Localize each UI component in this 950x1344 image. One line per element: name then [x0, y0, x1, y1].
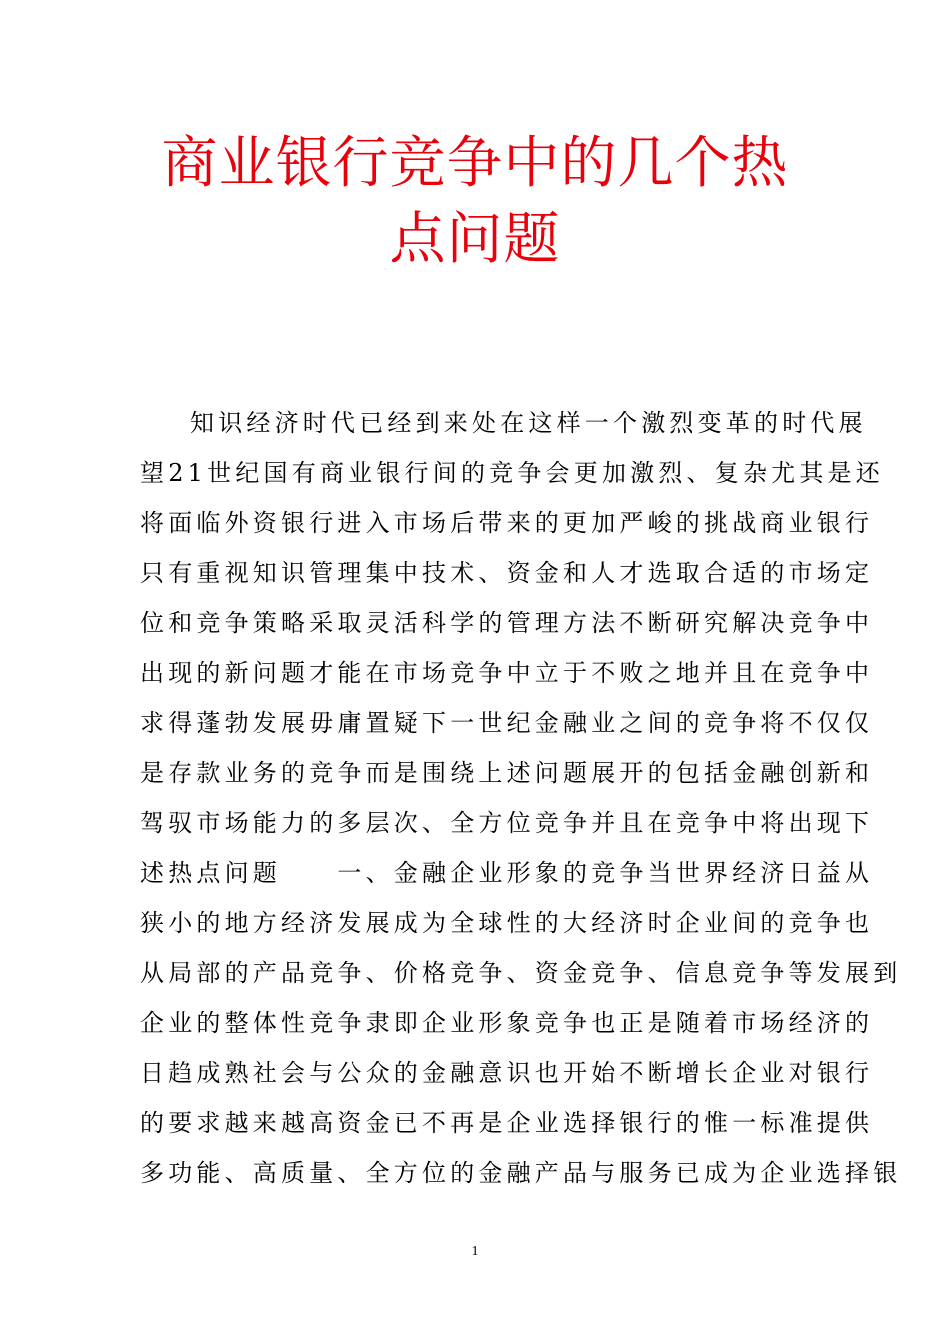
body-line: 企业的整体性竞争隶即企业形象竞争也正是随着市场经济的 — [140, 1009, 874, 1037]
body-line: 狭小的地方经济发展成为全球性的大经济时企业间的竞争也 — [140, 909, 874, 937]
body-line: 只有重视知识管理集中技术、资金和人才选取合适的市场定 — [140, 559, 874, 587]
body-line: 的要求越来越高资金已不再是企业选择银行的惟一标准提供 — [140, 1109, 874, 1137]
body-line: 述热点问题 一、金融企业形象的竞争当世界经济日益从 — [140, 859, 874, 887]
body-line: 驾驭市场能力的多层次、全方位竞争并且在竞争中将出现下 — [140, 809, 874, 837]
body-line: 从局部的产品竞争、价格竞争、资金竞争、信息竞争等发展到 — [140, 959, 902, 987]
document-title — [140, 126, 810, 278]
body-line: 出现的新问题才能在市场竞争中立于不败之地并且在竞争中 — [140, 659, 874, 687]
page-number: 1 — [471, 1244, 479, 1259]
title-line-1: 商业银行竞争中的几个热 — [161, 131, 789, 196]
body-line: 望21世纪国有商业银行间的竞争会更加激烈、复杂尤其是还 — [140, 459, 884, 487]
body-line: 日趋成熟社会与公众的金融意识也开始不断增长企业对银行 — [140, 1059, 874, 1087]
title-line-2: 点问题 — [389, 207, 561, 272]
body-line: 是存款业务的竞争而是围绕上述问题展开的包括金融创新和 — [140, 759, 874, 787]
body-line: 将面临外资银行进入市场后带来的更加严峻的挑战商业银行 — [140, 509, 874, 537]
body-line: 知识经济时代已经到来处在这样一个激烈变革的时代展 — [190, 409, 867, 437]
body-line: 位和竞争策略采取灵活科学的管理方法不断研究解决竞争中 — [140, 609, 874, 637]
body-line: 求得蓬勃发展毋庸置疑下一世纪金融业之间的竞争将不仅仅 — [140, 709, 874, 737]
body-line: 多功能、高质量、全方位的金融产品与服务已成为企业选择银 — [140, 1159, 902, 1187]
document-body — [140, 398, 902, 1198]
